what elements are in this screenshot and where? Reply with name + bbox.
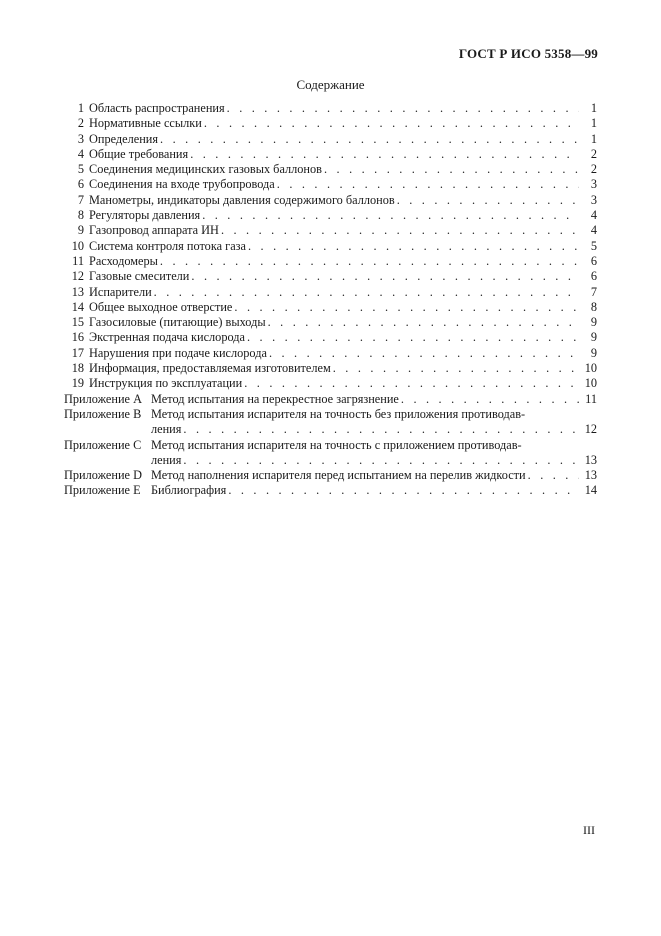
dot-leader (202, 116, 579, 131)
toc-annex-label: Приложение Е (64, 483, 141, 498)
toc-entry-number: 13 (71, 284, 84, 299)
toc-entry-number: 15 (71, 315, 84, 330)
toc-annex-entry[interactable] (64, 407, 597, 438)
toc-entry-page: 3 (590, 177, 597, 192)
toc-entry-title: Газовые смесители (89, 269, 190, 284)
table-of-contents (64, 101, 597, 499)
dot-leader (181, 453, 579, 468)
toc-annex-page: 11 (585, 391, 597, 406)
toc-entry-number: 1 (77, 101, 84, 115)
toc-annex-label: Приложение D (64, 468, 142, 483)
toc-entry-page: 1 (590, 131, 597, 146)
toc-annex-page: 12 (584, 422, 597, 437)
toc-entry-title: Общие требования (89, 146, 189, 161)
toc-entry[interactable] (64, 376, 597, 391)
toc-entry-page: 5 (590, 238, 597, 253)
toc-entry[interactable] (64, 361, 597, 376)
toc-entry-title: Расходомеры (89, 253, 158, 268)
toc-entry-page: 4 (590, 208, 597, 223)
dot-leader (526, 468, 579, 483)
toc-entry[interactable] (64, 223, 597, 238)
toc-entry-page: 9 (590, 345, 597, 360)
toc-entry-title: Общее выходное отверстие (89, 299, 233, 314)
toc-entry-title: Экстренная подача кислорода (89, 330, 245, 345)
dot-leader (225, 101, 579, 116)
toc-entry-title: Газопровод аппарата ИН (89, 223, 219, 238)
dot-leader (219, 223, 579, 238)
toc-title: Содержание (296, 77, 365, 92)
toc-entry-title: Нарушения при подаче кислорода (89, 345, 267, 360)
toc-entry-number: 7 (77, 192, 84, 207)
toc-entry-number: 6 (77, 177, 84, 192)
toc-entry-number: 2 (77, 116, 84, 131)
toc-annex-page: 13 (584, 468, 597, 483)
toc-annex-title-line2: ления (151, 422, 182, 437)
dot-leader (232, 300, 579, 315)
toc-entry[interactable] (64, 147, 597, 162)
standard-header: ГОСТ Р ИСО 5358—99 (458, 46, 598, 61)
toc-entry[interactable] (64, 315, 597, 330)
toc-entry-title: Инструкция по эксплуатации (89, 376, 243, 391)
toc-entry[interactable] (64, 330, 597, 345)
toc-entry-number: 8 (77, 208, 84, 223)
toc-entry-page: 9 (590, 330, 597, 345)
toc-entry-page: 6 (590, 269, 597, 284)
dot-leader (188, 147, 579, 162)
toc-entry-number: 18 (71, 361, 84, 376)
toc-annex-entry[interactable] (64, 438, 597, 469)
toc-entry-title: Определения (89, 131, 159, 146)
toc-annex-label: Приложение С (64, 437, 142, 452)
toc-entry[interactable] (64, 254, 597, 269)
toc-sections (64, 101, 597, 392)
toc-entry-title: Соединения медицинских газовых баллонов (89, 162, 322, 177)
toc-annex-title-line1: Метод испытания испарителя на точность без приложения противодав- (151, 406, 526, 421)
toc-annex-label: Приложение В (64, 406, 142, 421)
toc-entry-number: 16 (71, 330, 84, 345)
dot-leader (246, 239, 579, 254)
toc-annex-title: Метод испытания на перекрестное загрязнение (151, 391, 399, 406)
toc-entry-number: 3 (77, 131, 84, 146)
toc-entry[interactable] (64, 177, 597, 192)
toc-entry-page: 9 (590, 315, 597, 330)
toc-entry-title: Информация, предоставляемая изготовителем (89, 361, 331, 376)
toc-annex-title: Метод наполнения испарителя перед испытанием на перелив жидкости (151, 468, 526, 483)
toc-entry[interactable] (64, 285, 597, 300)
dot-leader (399, 392, 579, 407)
dot-leader (200, 208, 579, 223)
toc-entry-page: 10 (584, 376, 597, 391)
toc-entry-number: 10 (71, 238, 84, 253)
dot-leader (395, 193, 579, 208)
toc-entry-title: Система контроля потока газа (89, 238, 246, 253)
dot-leader (158, 132, 579, 147)
toc-annex-entry[interactable] (64, 483, 597, 498)
toc-entry[interactable] (64, 346, 597, 361)
dot-leader (152, 285, 579, 300)
dot-leader (158, 254, 579, 269)
dot-leader (181, 422, 579, 437)
toc-entry[interactable] (64, 132, 597, 147)
toc-entry-title: Регуляторы давления (89, 208, 201, 223)
toc-entry-number: 12 (71, 269, 84, 284)
toc-entry[interactable] (64, 101, 597, 116)
toc-entry-number: 14 (71, 299, 84, 314)
dot-leader (245, 330, 579, 345)
dot-leader (275, 177, 579, 192)
toc-entry-page: 10 (584, 361, 597, 376)
toc-annex-title-line2: ления (151, 452, 182, 467)
toc-entry-page: 2 (590, 146, 597, 161)
toc-entry-page: 4 (590, 223, 597, 238)
dot-leader (226, 483, 579, 498)
dot-leader (331, 361, 579, 376)
toc-annex-title: Библиография (151, 483, 227, 498)
dot-leader (322, 162, 579, 177)
toc-entry-title: Газосиловые (питающие) выходы (89, 315, 266, 330)
toc-annex-page: 14 (584, 483, 597, 498)
toc-entry-page: 1 (590, 116, 597, 131)
toc-entry-number: 4 (77, 146, 84, 161)
dot-leader (242, 376, 579, 391)
dot-leader (267, 346, 579, 361)
toc-entry-title: Манометры, индикаторы давления содержимого баллонов (89, 192, 395, 207)
toc-entry-number: 19 (71, 376, 84, 391)
toc-annex-entry[interactable] (64, 392, 597, 407)
dot-leader (189, 269, 579, 284)
toc-entry-page: 8 (590, 299, 597, 314)
toc-entry[interactable] (64, 300, 597, 315)
toc-annex-page: 13 (584, 452, 597, 467)
page-number: III (583, 823, 595, 837)
toc-annexes (64, 392, 597, 499)
toc-entry-page: 2 (590, 162, 597, 177)
toc-entry-number: 5 (77, 162, 84, 177)
toc-entry[interactable] (64, 269, 597, 284)
toc-annex-label: Приложение А (64, 391, 142, 406)
dot-leader (266, 315, 579, 330)
toc-annex-title-line1: Метод испытания испарителя на точность с приложением противодав- (151, 437, 522, 452)
toc-entry[interactable] (64, 162, 597, 177)
toc-entry-page: 6 (590, 253, 597, 268)
toc-entry-page: 7 (590, 284, 597, 299)
toc-entry-page: 3 (590, 192, 597, 207)
toc-entry[interactable] (64, 208, 597, 223)
toc-entry-title: Соединения на входе трубопровода (89, 177, 275, 192)
toc-entry-number: 11 (72, 253, 84, 268)
toc-entry[interactable] (64, 193, 597, 208)
toc-entry[interactable] (64, 239, 597, 254)
toc-entry[interactable] (64, 116, 597, 131)
toc-entry-title: Область распространения (89, 101, 225, 115)
toc-annex-entry[interactable] (64, 468, 597, 483)
toc-entry-number: 9 (77, 223, 84, 238)
toc-entry-title: Испарители (89, 284, 152, 299)
toc-entry-number: 17 (71, 345, 84, 360)
toc-entry-title: Нормативные ссылки (89, 116, 202, 131)
toc-entry-page: 1 (590, 101, 597, 115)
